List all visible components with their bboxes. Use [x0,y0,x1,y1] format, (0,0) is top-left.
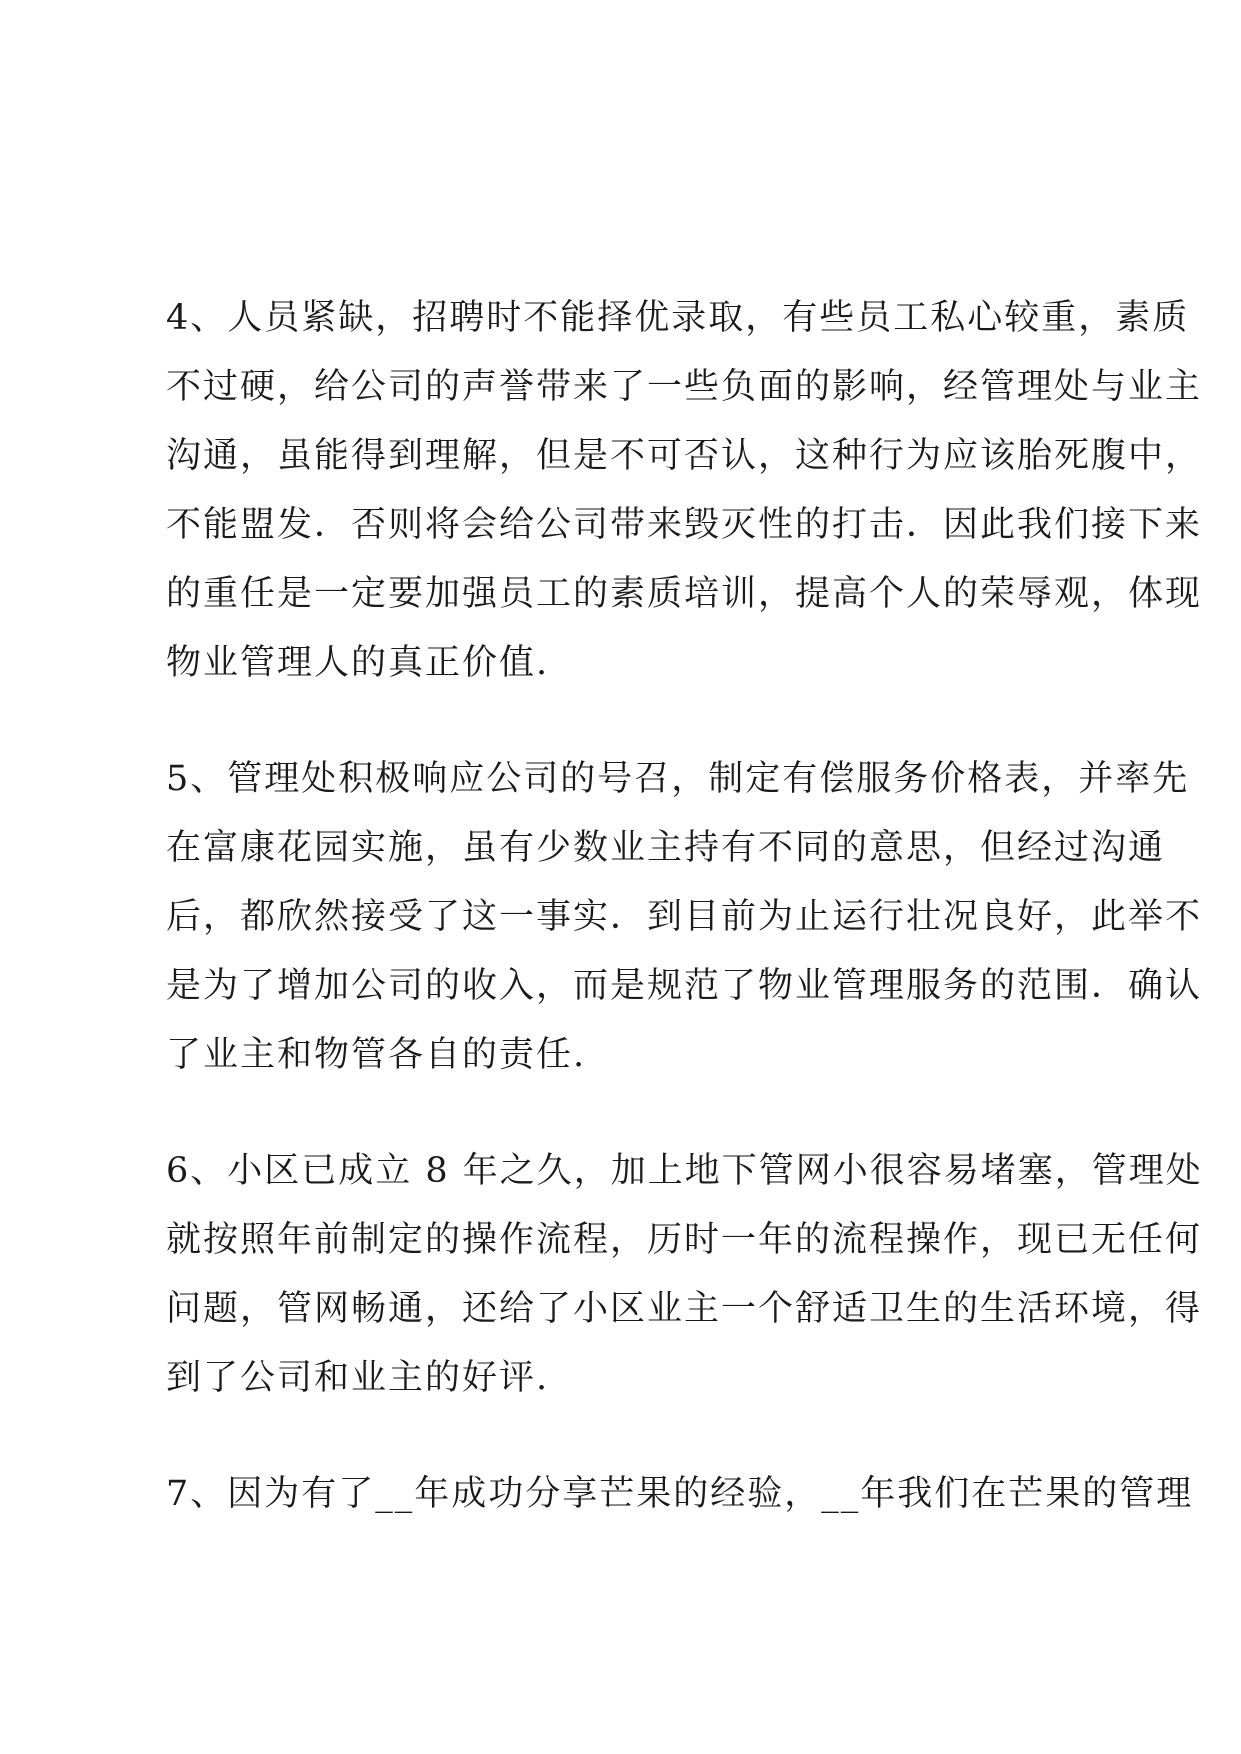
paragraph-4-line-5: 的重任是一定要加强员工的素质培训，提高个人的荣辱观，体现 [166,574,1203,614]
paragraph-5-line-4: 是为了增加公司的收入，而是规范了物业管理服务的范围．确认 [166,966,1203,1006]
paragraph-4-line-3: 沟通，虽能得到理解，但是不可否认，这种行为应该胎死腹中， [166,436,1203,476]
paragraph-4-line-2: 不过硬，给公司的声誉带来了一些负面的影响，经管理处与业主 [166,367,1203,407]
paragraph-4-line-1: 4、人员紧缺，招聘时不能择优录取，有些员工私心较重，素质 [166,298,1190,338]
paragraph-7-line-1: 7、因为有了__年成功分享芒果的经验，__年我们在芒果的管理 [166,1474,1194,1514]
paragraph-5-line-3: 后，都欣然接受了这一事实．到目前为止运行壮况良好，此举不 [166,897,1203,937]
paragraph-6-line-4: 到了公司和业主的好评. [166,1358,550,1398]
paragraph-6-line-3: 问题，管网畅通，还给了小区业主一个舒适卫生的生活环境，得 [166,1289,1203,1329]
paragraph-4-line-4: 不能盟发．否则将会给公司带来毁灭性的打击．因此我们接下来 [166,505,1203,545]
paragraph-5-line-5: 了业主和物管各自的责任. [166,1035,587,1075]
paragraph-5-line-2: 在富康花园实施，虽有少数业主持有不同的意思，但经过沟通 [166,828,1166,868]
paragraph-6-line-2: 就按照年前制定的操作流程，历时一年的流程操作，现已无任何 [166,1220,1203,1260]
paragraph-5-line-1: 5、管理处积极响应公司的号召，制定有偿服务价格表，并率先 [166,759,1190,799]
paragraph-4-line-6: 物业管理人的真正价值. [166,643,550,683]
paragraph-6-line-1: 6、小区已成立 8 年之久，加上地下管网小很容易堵塞，管理处 [166,1151,1203,1191]
